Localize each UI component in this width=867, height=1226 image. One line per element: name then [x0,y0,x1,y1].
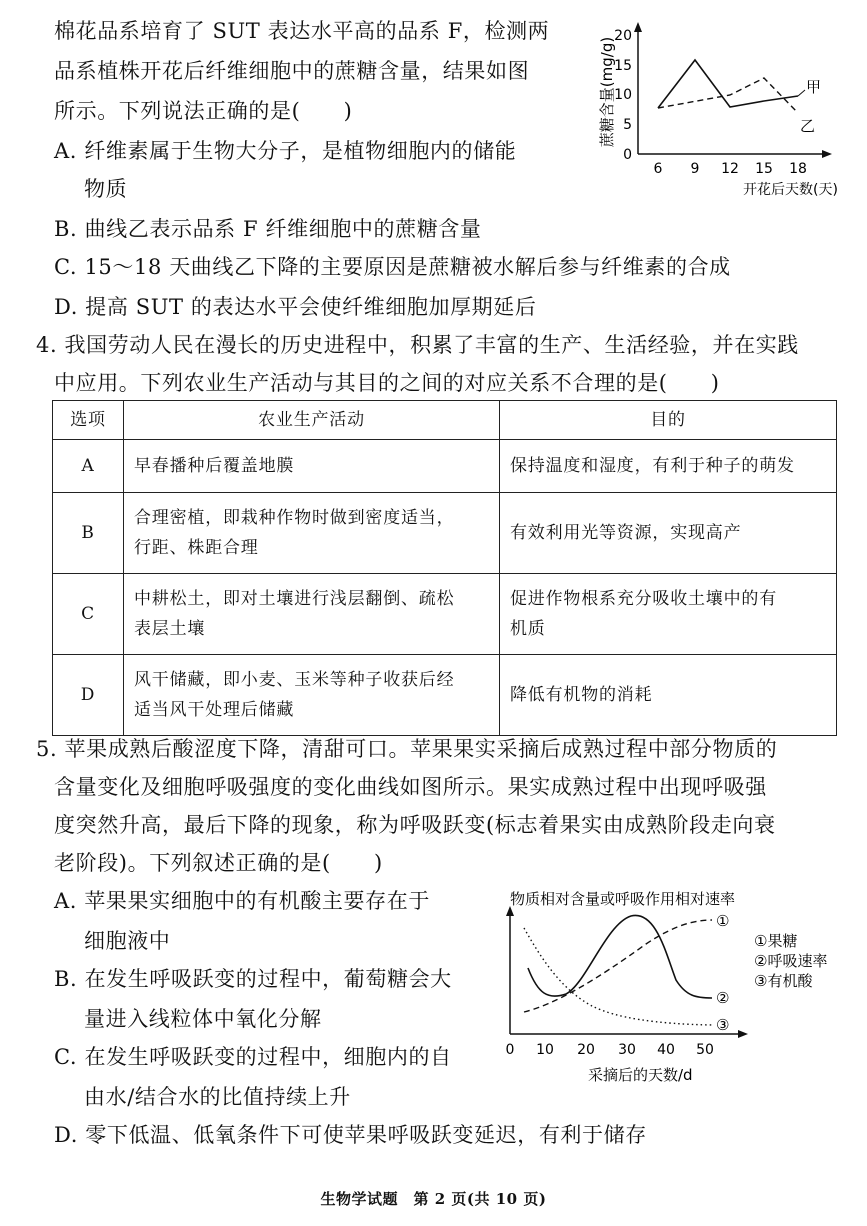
row-option: B [53,493,124,574]
sucrose-chart [590,18,850,198]
marker-3: ③ [716,1016,730,1034]
x-tick-labels [506,1042,714,1058]
x-tick-10: 10 [536,1042,554,1058]
y-axis-label: 蔗糖含量(mg/g) [598,36,616,148]
q5-option-c-cont: 由水/结合水的比值持续上升 [84,1085,351,1109]
series-organic-acid-line [524,928,712,1025]
series-respiration-line [528,915,712,998]
y-tick-20: 20 [614,28,632,44]
row-activity [124,493,500,574]
marker-1: ① [716,912,730,930]
x-tick-labels [654,161,807,177]
y-axis-label: 物质相对含量或呼吸作用相对速率 [510,890,736,908]
y-tick-5: 5 [623,117,632,133]
table-row [53,574,837,655]
q5-option-c: C. 在发生呼吸跃变的过程中，细胞内的自 [54,1045,452,1069]
q5-option-a-cont: 细胞液中 [84,929,171,953]
q3-option-a-cont: 物质 [84,177,128,201]
series-jia-line [658,60,798,108]
marker-2: ② [716,989,730,1007]
q3-line-3: 所示。下列说法正确的是( ) [54,99,353,123]
series-fructose-line [524,920,712,1012]
label-jia-leader [798,90,805,96]
page-footer: 生物学试题 第 2 页(共 10 页) [320,1190,547,1208]
x-axis-label: 采摘后的天数/d [588,1066,693,1084]
x-tick-12: 12 [721,161,739,177]
q3-line-2: 品系植株开花后纤维细胞中的蔗糖含量，结果如图 [54,59,530,83]
row-purpose [500,574,837,655]
x-tick-6: 6 [653,161,663,177]
x-axis-arrow [738,1030,748,1038]
row-activity [124,574,500,655]
header-purpose: 目的 [500,401,837,440]
row-purpose [500,493,837,574]
q5-option-b: B. 在发生呼吸跃变的过程中，葡萄糖会大 [54,967,452,991]
row-activity [124,655,500,736]
q5-line-3: 度突然升高，最后下降的现象，称为呼吸跃变(标志着果实由成熟阶段走向衰 [54,813,776,837]
header-activity: 农业生产活动 [124,401,500,440]
q5-option-a: A. 苹果果实细胞中的有机酸主要存在于 [54,889,430,913]
x-axis-label: 开花后天数(天) [743,182,838,198]
q5-line-2: 含量变化及细胞呼吸强度的变化曲线如图所示。果实成熟过程中出现呼吸强 [54,775,767,799]
row-option: C [53,574,124,655]
q5-line-1: 5. 苹果成熟后酸涩度下降，清甜可口。苹果果实采摘后成熟过程中部分物质的 [36,737,778,761]
activity-text-1: 合理密植，即栽种作物时做到密度适当， [134,508,455,528]
row-activity [124,440,500,493]
purpose-text: 降低有机物的消耗 [510,685,653,705]
purpose-text: 保持温度和湿度，有利于种子的萌发 [510,456,795,476]
q4-table [52,400,837,736]
x-tick-9: 9 [690,161,700,177]
x-axis-arrow [822,150,832,158]
y-tick-10: 10 [614,87,632,103]
table-row [53,493,837,574]
activity-text-2: 表层土壤 [134,619,206,639]
activity-text: 早春播种后覆盖地膜 [134,456,295,476]
y-axis-arrow [634,22,642,32]
q3-option-a: A. 纤维素属于生物大分子，是植物细胞内的储能 [54,139,517,163]
activity-text-2: 行距、株距合理 [134,538,259,558]
q5-option-b-cont: 量进入线粒体中氧化分解 [84,1007,322,1031]
q5-option-d: D. 零下低温、低氧条件下可使苹果呼吸跃变延迟，有利于储存 [54,1123,647,1147]
q4-line-2: 中应用。下列农业生产活动与其目的之间的对应关系不合理的是( ) [54,371,720,395]
purpose-text-2: 机质 [510,619,546,639]
x-tick-20: 20 [577,1042,595,1058]
q3-line-1: 棉花品系培育了 SUT 表达水平高的品系 F，检测两 [54,19,550,43]
y-tick-15: 15 [614,58,632,74]
label-jia: 甲 [806,78,822,96]
q3-option-d: D. 提高 SUT 的表达水平会使纤维细胞加厚期延后 [54,295,537,319]
q5-line-4: 老阶段)。下列叙述正确的是( ) [54,851,383,875]
purpose-text-1: 促进作物根系充分吸收土壤中的有 [510,589,777,609]
table-row [53,655,837,736]
activity-text-1: 中耕松土，即对土壤进行浅层翻倒、疏松 [134,589,455,609]
apple-ripening-chart [496,884,858,1094]
q4-line-1: 4. 我国劳动人民在漫长的历史进程中，积累了丰富的生产、生活经验，并在实践 [36,333,799,357]
table-row [53,440,837,493]
row-option: A [53,440,124,493]
legend-fructose: ①果糖 [754,932,798,950]
activity-text-2: 适当风干处理后储藏 [134,700,295,720]
y-tick-0: 0 [623,147,632,163]
table-header-row [53,401,837,440]
row-purpose [500,655,837,736]
q3-option-c: C. 15～18 天曲线乙下降的主要原因是蔗糖被水解后参与纤维素的合成 [54,255,731,279]
row-purpose [500,440,837,493]
x-tick-30: 30 [618,1042,636,1058]
x-tick-18: 18 [789,161,807,177]
y-tick-labels [614,28,632,163]
x-tick-15: 15 [755,161,773,177]
purpose-text: 有效利用光等资源，实现高产 [510,523,742,543]
row-option: D [53,655,124,736]
activity-text-1: 风干储藏，即小麦、玉米等种子收获后经 [134,670,455,690]
legend-respiration: ②呼吸速率 [754,952,828,970]
q3-option-b: B. 曲线乙表示品系 F 纤维细胞中的蔗糖含量 [54,217,482,241]
legend-organic-acid: ③有机酸 [754,972,813,990]
header-option: 选项 [53,401,124,440]
x-tick-40: 40 [657,1042,675,1058]
x-tick-0: 0 [505,1042,515,1058]
series-yi-line [658,78,798,113]
label-yi: 乙 [800,117,816,135]
x-tick-50: 50 [696,1042,714,1058]
